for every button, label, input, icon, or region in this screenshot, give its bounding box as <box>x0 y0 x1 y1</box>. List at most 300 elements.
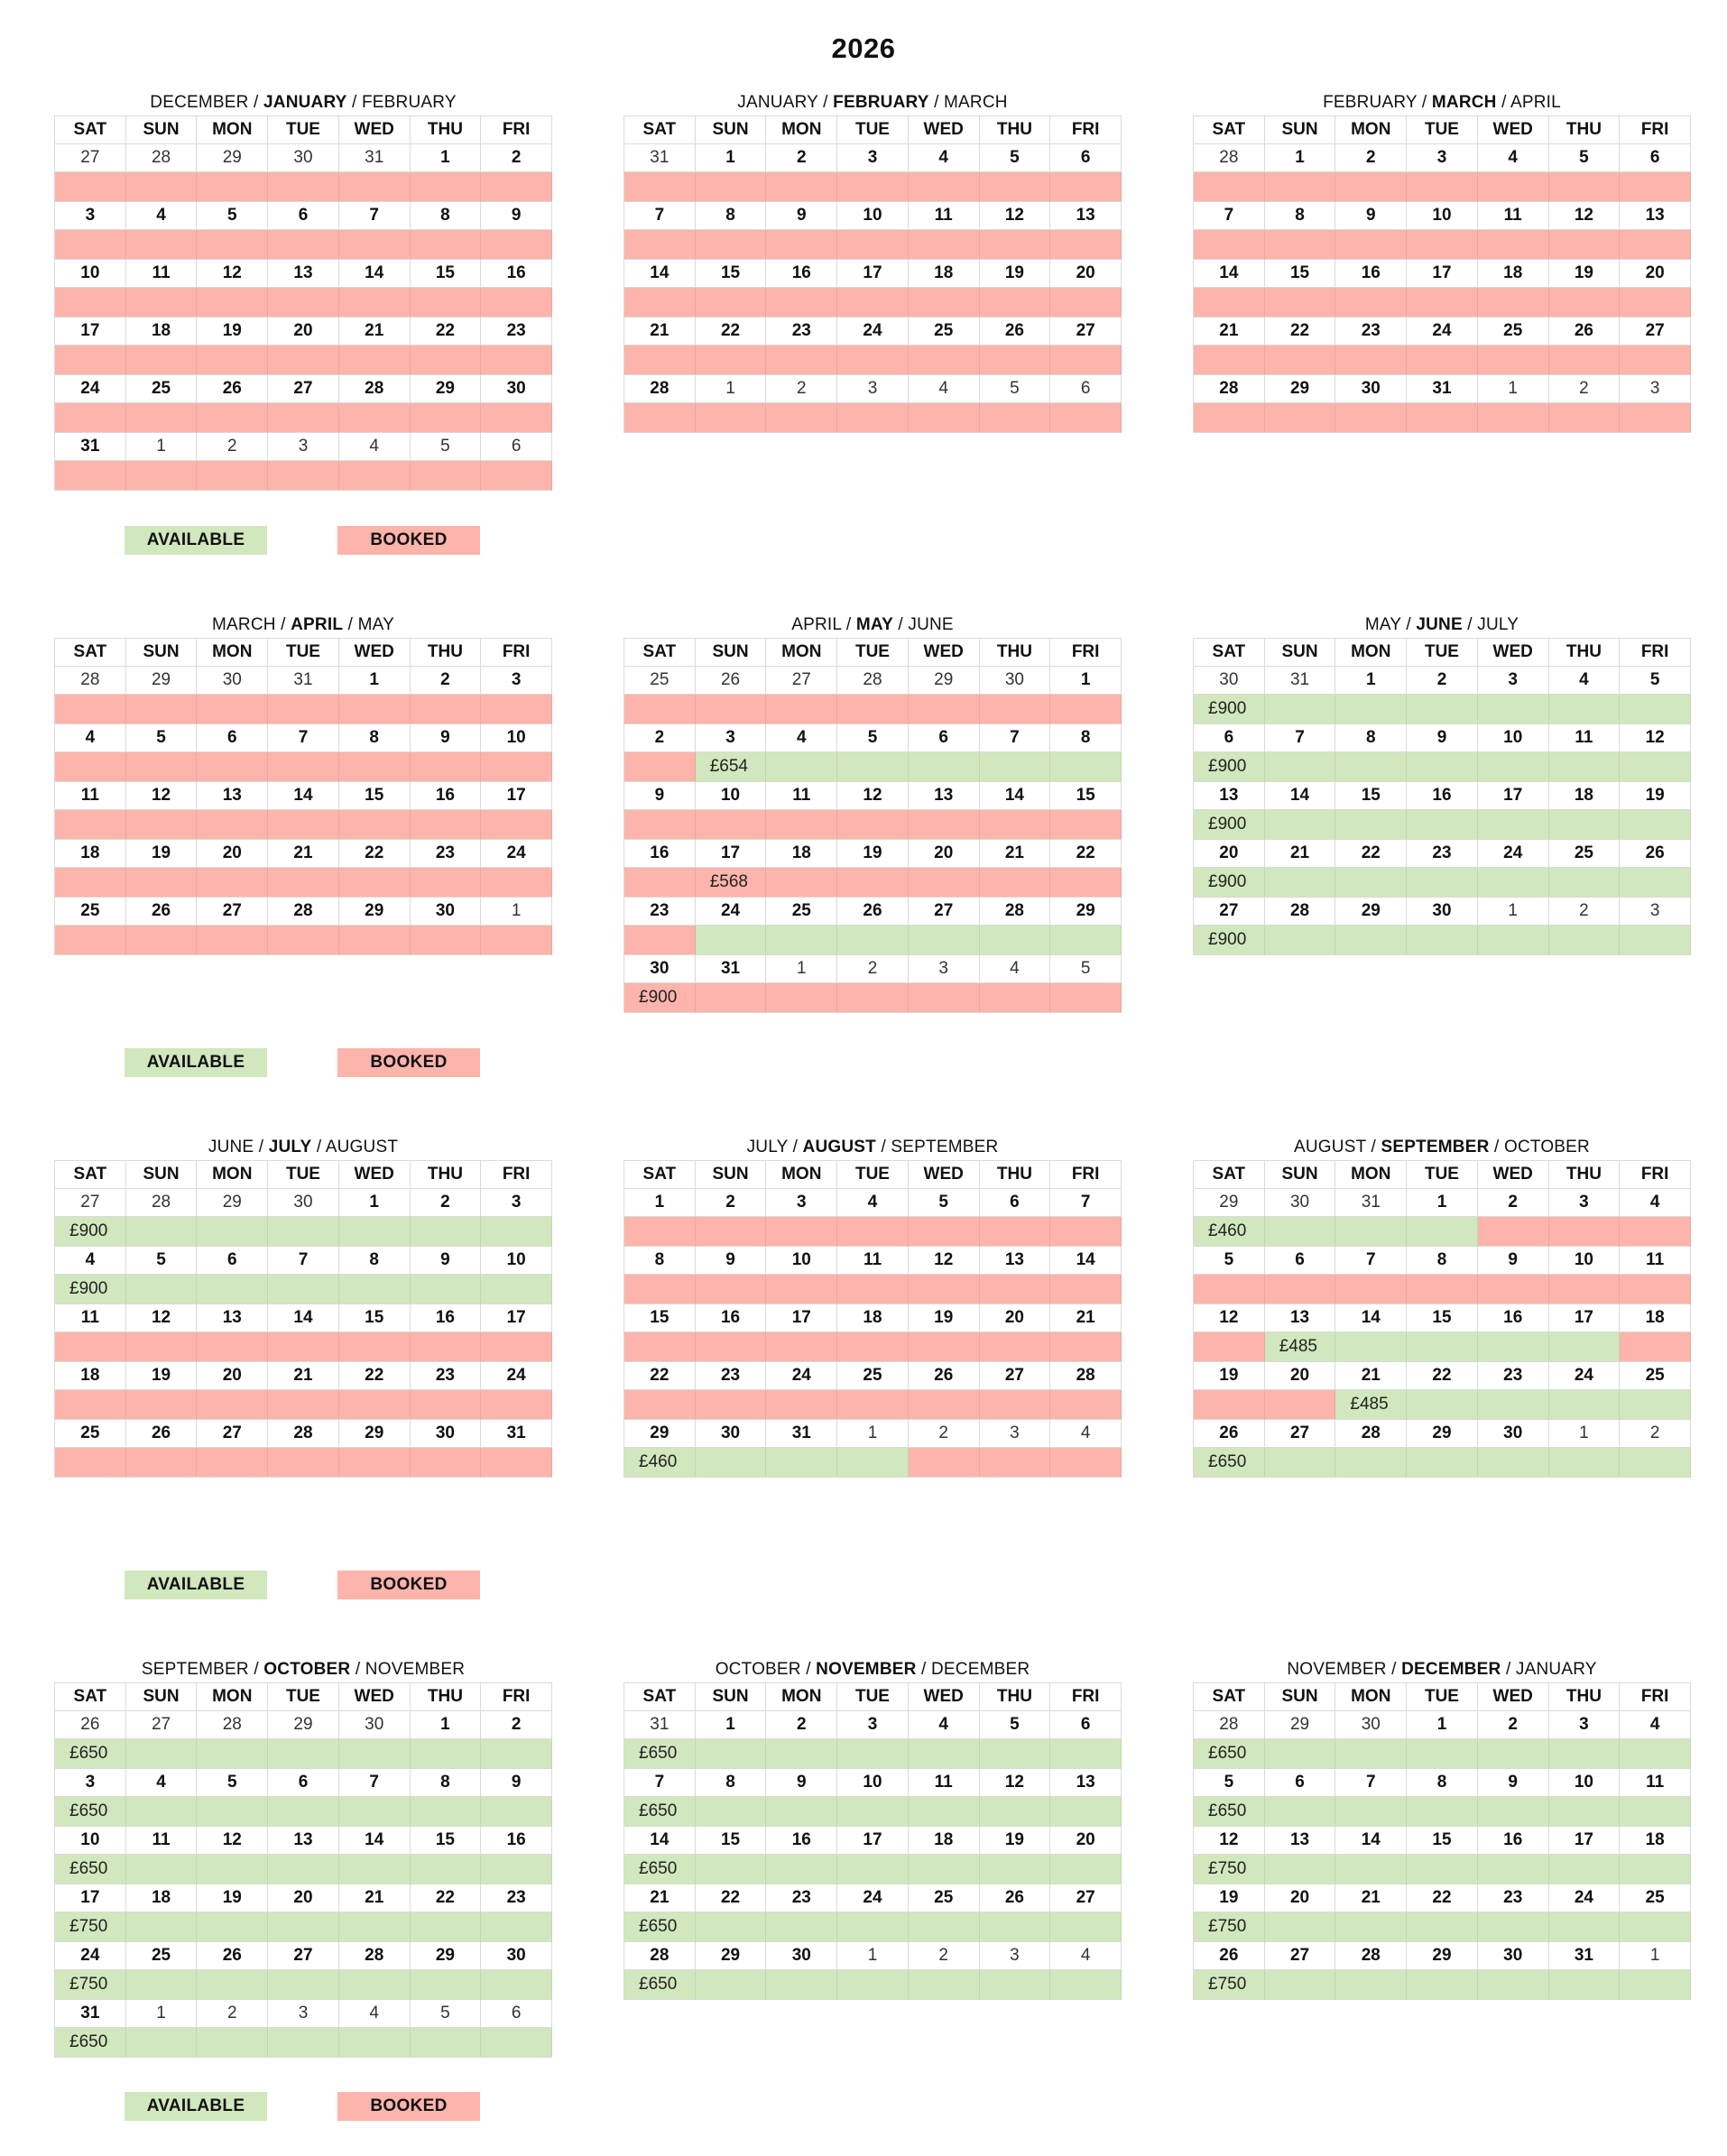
available-cell[interactable] <box>126 1970 198 2000</box>
booked-cell[interactable] <box>197 461 268 491</box>
available-cell[interactable] <box>481 1217 552 1247</box>
date-cell[interactable]: 16 <box>1335 260 1407 288</box>
date-cell[interactable]: 24 <box>1478 840 1549 868</box>
available-cell[interactable] <box>1335 1970 1407 2000</box>
booked-cell[interactable] <box>1050 1390 1122 1420</box>
date-cell[interactable]: 7 <box>339 1769 411 1797</box>
date-cell[interactable]: 1 <box>837 1420 909 1448</box>
booked-cell[interactable] <box>126 868 198 898</box>
date-cell[interactable]: 6 <box>1050 375 1122 403</box>
date-cell[interactable]: 18 <box>766 840 837 868</box>
date-cell[interactable]: 11 <box>1478 202 1549 230</box>
booked-cell[interactable] <box>624 172 696 202</box>
available-cell[interactable] <box>126 1275 198 1304</box>
booked-cell[interactable] <box>624 1332 696 1362</box>
date-cell[interactable]: 23 <box>696 1362 767 1390</box>
available-cell[interactable] <box>1478 868 1549 898</box>
date-cell[interactable]: 29 <box>339 898 411 926</box>
booked-cell[interactable] <box>126 752 198 782</box>
booked-cell[interactable] <box>126 461 198 491</box>
booked-cell[interactable] <box>197 403 268 433</box>
date-cell[interactable]: 4 <box>1050 1420 1122 1448</box>
booked-cell[interactable] <box>197 1390 268 1420</box>
booked-cell[interactable] <box>1050 172 1122 202</box>
available-cell[interactable] <box>837 1797 909 1827</box>
date-cell[interactable]: 5 <box>909 1189 980 1217</box>
booked-cell[interactable] <box>980 288 1051 318</box>
date-cell[interactable]: 16 <box>766 260 837 288</box>
available-cell[interactable] <box>197 1217 268 1247</box>
price-label[interactable]: £900 <box>1194 810 1265 840</box>
date-cell[interactable]: 29 <box>696 1942 767 1970</box>
booked-cell[interactable] <box>980 1332 1051 1362</box>
date-cell[interactable]: 22 <box>1265 318 1336 346</box>
available-cell[interactable] <box>1478 1332 1549 1362</box>
booked-cell[interactable] <box>411 1448 482 1478</box>
date-cell[interactable]: 23 <box>1478 1362 1549 1390</box>
date-cell[interactable]: 2 <box>1478 1189 1549 1217</box>
booked-cell[interactable] <box>624 346 696 375</box>
date-cell[interactable]: 20 <box>1050 260 1122 288</box>
booked-cell[interactable] <box>1335 403 1407 433</box>
booked-cell[interactable] <box>1194 403 1265 433</box>
date-cell[interactable]: 1 <box>1549 1420 1621 1448</box>
date-cell[interactable]: 30 <box>1407 898 1478 926</box>
date-cell[interactable]: 10 <box>837 1769 909 1797</box>
date-cell[interactable]: 9 <box>766 1769 837 1797</box>
booked-cell[interactable] <box>1549 1217 1621 1247</box>
booked-cell[interactable] <box>837 1217 909 1247</box>
date-cell[interactable]: 29 <box>268 1711 339 1739</box>
booked-cell[interactable] <box>411 346 482 375</box>
booked-cell[interactable] <box>696 695 767 724</box>
booked-cell[interactable] <box>55 1332 126 1362</box>
available-cell[interactable] <box>909 1970 980 2000</box>
available-cell[interactable] <box>1549 752 1621 782</box>
booked-cell[interactable] <box>766 1275 837 1304</box>
date-cell[interactable]: 31 <box>55 433 126 461</box>
date-cell[interactable]: 27 <box>1050 318 1122 346</box>
date-cell[interactable]: 15 <box>696 1827 767 1855</box>
date-cell[interactable]: 10 <box>481 1247 552 1275</box>
date-cell[interactable]: 30 <box>624 955 696 983</box>
booked-cell[interactable] <box>909 1332 980 1362</box>
booked-cell[interactable] <box>909 1217 980 1247</box>
date-cell[interactable]: 15 <box>624 1304 696 1332</box>
date-cell[interactable]: 3 <box>837 1711 909 1739</box>
date-cell[interactable]: 29 <box>1407 1420 1478 1448</box>
available-cell[interactable] <box>909 1797 980 1827</box>
date-cell[interactable]: 4 <box>1050 1942 1122 1970</box>
booked-cell[interactable] <box>1194 230 1265 260</box>
available-cell[interactable] <box>339 1275 411 1304</box>
price-label[interactable]: £650 <box>624 1739 696 1769</box>
booked-cell[interactable] <box>411 752 482 782</box>
date-cell[interactable]: 15 <box>1050 782 1122 810</box>
date-cell[interactable]: 1 <box>1478 898 1549 926</box>
booked-cell[interactable] <box>766 810 837 840</box>
date-cell[interactable]: 2 <box>411 1189 482 1217</box>
date-cell[interactable]: 28 <box>268 898 339 926</box>
available-cell[interactable] <box>1549 810 1621 840</box>
date-cell[interactable]: 24 <box>766 1362 837 1390</box>
booked-cell[interactable] <box>197 230 268 260</box>
date-cell[interactable]: 8 <box>1050 724 1122 752</box>
date-cell[interactable]: 29 <box>1050 898 1122 926</box>
booked-cell[interactable] <box>696 1390 767 1420</box>
date-cell[interactable]: 31 <box>766 1420 837 1448</box>
date-cell[interactable]: 28 <box>1335 1942 1407 1970</box>
booked-cell[interactable] <box>980 1448 1051 1478</box>
price-label[interactable]: £568 <box>696 868 767 898</box>
price-label[interactable]: £650 <box>1194 1739 1265 1769</box>
available-cell[interactable] <box>197 2028 268 2058</box>
booked-cell[interactable] <box>268 288 339 318</box>
date-cell[interactable]: 4 <box>909 1711 980 1739</box>
date-cell[interactable]: 26 <box>1194 1420 1265 1448</box>
date-cell[interactable]: 7 <box>268 1247 339 1275</box>
date-cell[interactable]: 5 <box>1050 955 1122 983</box>
date-cell[interactable]: 23 <box>411 840 482 868</box>
available-cell[interactable] <box>1265 926 1336 955</box>
date-cell[interactable]: 1 <box>696 1711 767 1739</box>
date-cell[interactable]: 17 <box>55 1884 126 1912</box>
booked-cell[interactable] <box>481 346 552 375</box>
date-cell[interactable]: 6 <box>1050 144 1122 172</box>
date-cell[interactable]: 7 <box>624 1769 696 1797</box>
booked-cell[interactable] <box>1050 1448 1122 1478</box>
booked-cell[interactable] <box>766 1217 837 1247</box>
date-cell[interactable]: 7 <box>624 202 696 230</box>
date-cell[interactable]: 4 <box>126 1769 198 1797</box>
booked-cell[interactable] <box>55 752 126 782</box>
booked-cell[interactable] <box>339 172 411 202</box>
booked-cell[interactable] <box>339 461 411 491</box>
date-cell[interactable]: 3 <box>481 667 552 695</box>
date-cell[interactable]: 11 <box>837 1247 909 1275</box>
booked-cell[interactable] <box>624 1217 696 1247</box>
date-cell[interactable]: 17 <box>1549 1827 1621 1855</box>
date-cell[interactable]: 11 <box>1620 1769 1691 1797</box>
date-cell[interactable]: 28 <box>1194 144 1265 172</box>
available-cell[interactable] <box>1407 695 1478 724</box>
date-cell[interactable]: 6 <box>980 1189 1051 1217</box>
date-cell[interactable]: 29 <box>411 375 482 403</box>
date-cell[interactable]: 24 <box>837 1884 909 1912</box>
date-cell[interactable]: 7 <box>1050 1189 1122 1217</box>
booked-cell[interactable] <box>1620 172 1691 202</box>
date-cell[interactable]: 13 <box>268 1827 339 1855</box>
date-cell[interactable]: 20 <box>1194 840 1265 868</box>
available-cell[interactable] <box>1265 1739 1336 1769</box>
booked-cell[interactable] <box>909 172 980 202</box>
available-cell[interactable] <box>411 1275 482 1304</box>
date-cell[interactable]: 27 <box>126 1711 198 1739</box>
available-cell[interactable] <box>1335 868 1407 898</box>
booked-cell[interactable] <box>1407 1275 1478 1304</box>
date-cell[interactable]: 31 <box>624 144 696 172</box>
available-cell[interactable] <box>1407 810 1478 840</box>
booked-cell[interactable] <box>980 695 1051 724</box>
booked-cell[interactable] <box>1478 172 1549 202</box>
date-cell[interactable]: 12 <box>197 1827 268 1855</box>
price-label[interactable]: £900 <box>1194 926 1265 955</box>
available-cell[interactable] <box>1620 868 1691 898</box>
date-cell[interactable]: 14 <box>339 260 411 288</box>
date-cell[interactable]: 3 <box>1407 144 1478 172</box>
date-cell[interactable]: 18 <box>909 1827 980 1855</box>
booked-cell[interactable] <box>624 1390 696 1420</box>
date-cell[interactable]: 9 <box>1478 1769 1549 1797</box>
date-cell[interactable]: 5 <box>837 724 909 752</box>
date-cell[interactable]: 23 <box>481 1884 552 1912</box>
booked-cell[interactable] <box>268 752 339 782</box>
date-cell[interactable]: 16 <box>411 1304 482 1332</box>
date-cell[interactable]: 28 <box>1050 1362 1122 1390</box>
available-cell[interactable] <box>339 1912 411 1942</box>
booked-cell[interactable] <box>1478 230 1549 260</box>
date-cell[interactable]: 12 <box>1549 202 1621 230</box>
available-cell[interactable] <box>1478 1970 1549 2000</box>
available-cell[interactable] <box>126 1855 198 1884</box>
date-cell[interactable]: 31 <box>339 144 411 172</box>
booked-cell[interactable] <box>411 926 482 955</box>
date-cell[interactable]: 27 <box>268 1942 339 1970</box>
booked-cell[interactable] <box>197 752 268 782</box>
date-cell[interactable]: 24 <box>1407 318 1478 346</box>
booked-cell[interactable] <box>1407 230 1478 260</box>
date-cell[interactable]: 26 <box>55 1711 126 1739</box>
available-cell[interactable] <box>411 2028 482 2058</box>
date-cell[interactable]: 25 <box>837 1362 909 1390</box>
date-cell[interactable]: 4 <box>1620 1189 1691 1217</box>
date-cell[interactable]: 17 <box>766 1304 837 1332</box>
date-cell[interactable]: 4 <box>339 2000 411 2028</box>
date-cell[interactable]: 15 <box>1407 1827 1478 1855</box>
booked-cell[interactable] <box>980 1390 1051 1420</box>
booked-cell[interactable] <box>980 810 1051 840</box>
booked-cell[interactable] <box>696 346 767 375</box>
date-cell[interactable]: 16 <box>1407 782 1478 810</box>
available-cell[interactable] <box>268 1217 339 1247</box>
available-cell[interactable] <box>1050 1855 1122 1884</box>
date-cell[interactable]: 13 <box>1050 1769 1122 1797</box>
booked-cell[interactable] <box>411 810 482 840</box>
booked-cell[interactable] <box>837 230 909 260</box>
available-cell[interactable] <box>909 926 980 955</box>
booked-cell[interactable] <box>339 1390 411 1420</box>
available-cell[interactable] <box>1549 926 1621 955</box>
booked-cell[interactable] <box>696 172 767 202</box>
date-cell[interactable]: 30 <box>980 667 1051 695</box>
date-cell[interactable]: 13 <box>268 260 339 288</box>
price-label[interactable]: £650 <box>624 1855 696 1884</box>
date-cell[interactable]: 16 <box>696 1304 767 1332</box>
available-cell[interactable] <box>481 1970 552 2000</box>
date-cell[interactable]: 4 <box>126 202 198 230</box>
date-cell[interactable]: 14 <box>624 1827 696 1855</box>
date-cell[interactable]: 29 <box>1194 1189 1265 1217</box>
date-cell[interactable]: 3 <box>1549 1189 1621 1217</box>
date-cell[interactable]: 26 <box>197 375 268 403</box>
available-cell[interactable] <box>197 1739 268 1769</box>
date-cell[interactable]: 27 <box>766 667 837 695</box>
available-cell[interactable] <box>481 1797 552 1827</box>
booked-cell[interactable] <box>837 1275 909 1304</box>
booked-cell[interactable] <box>696 1275 767 1304</box>
available-cell[interactable] <box>980 1912 1051 1942</box>
date-cell[interactable]: 19 <box>126 1362 198 1390</box>
date-cell[interactable]: 29 <box>1265 1711 1336 1739</box>
booked-cell[interactable] <box>1335 346 1407 375</box>
date-cell[interactable]: 25 <box>1478 318 1549 346</box>
booked-cell[interactable] <box>980 1217 1051 1247</box>
date-cell[interactable]: 5 <box>126 724 198 752</box>
date-cell[interactable]: 5 <box>197 202 268 230</box>
booked-cell[interactable] <box>197 810 268 840</box>
available-cell[interactable] <box>481 1912 552 1942</box>
booked-cell[interactable] <box>1335 172 1407 202</box>
available-cell[interactable] <box>1549 868 1621 898</box>
booked-cell[interactable] <box>1620 346 1691 375</box>
date-cell[interactable]: 14 <box>1194 260 1265 288</box>
date-cell[interactable]: 3 <box>1620 898 1691 926</box>
date-cell[interactable]: 25 <box>766 898 837 926</box>
date-cell[interactable]: 6 <box>197 1247 268 1275</box>
date-cell[interactable]: 1 <box>624 1189 696 1217</box>
date-cell[interactable]: 2 <box>766 375 837 403</box>
date-cell[interactable]: 5 <box>1549 144 1621 172</box>
available-cell[interactable] <box>1407 1970 1478 2000</box>
booked-cell[interactable] <box>909 810 980 840</box>
date-cell[interactable]: 29 <box>1407 1942 1478 1970</box>
booked-cell[interactable] <box>1050 695 1122 724</box>
booked-cell[interactable] <box>1050 230 1122 260</box>
date-cell[interactable]: 25 <box>624 667 696 695</box>
date-cell[interactable]: 30 <box>1335 375 1407 403</box>
date-cell[interactable]: 7 <box>1265 724 1336 752</box>
date-cell[interactable]: 20 <box>197 840 268 868</box>
date-cell[interactable]: 10 <box>1549 1769 1621 1797</box>
booked-cell[interactable] <box>1265 288 1336 318</box>
date-cell[interactable]: 25 <box>55 1420 126 1448</box>
available-cell[interactable] <box>980 1855 1051 1884</box>
date-cell[interactable]: 17 <box>55 318 126 346</box>
date-cell[interactable]: 17 <box>696 840 767 868</box>
available-cell[interactable] <box>1620 1970 1691 2000</box>
available-cell[interactable] <box>1050 1912 1122 1942</box>
available-cell[interactable] <box>1478 1855 1549 1884</box>
date-cell[interactable]: 20 <box>1620 260 1691 288</box>
date-cell[interactable]: 12 <box>909 1247 980 1275</box>
date-cell[interactable]: 8 <box>624 1247 696 1275</box>
date-cell[interactable]: 9 <box>1335 202 1407 230</box>
booked-cell[interactable] <box>197 926 268 955</box>
booked-cell[interactable] <box>980 983 1051 1013</box>
date-cell[interactable]: 29 <box>1265 375 1336 403</box>
price-label[interactable]: £460 <box>1194 1217 1265 1247</box>
date-cell[interactable]: 2 <box>1549 898 1621 926</box>
booked-cell[interactable] <box>766 1390 837 1420</box>
date-cell[interactable]: 26 <box>909 1362 980 1390</box>
date-cell[interactable]: 15 <box>696 260 767 288</box>
date-cell[interactable]: 25 <box>1549 840 1621 868</box>
available-cell[interactable] <box>1620 1797 1691 1827</box>
available-cell[interactable] <box>197 1970 268 2000</box>
date-cell[interactable]: 25 <box>126 1942 198 1970</box>
available-cell[interactable] <box>1335 810 1407 840</box>
date-cell[interactable]: 1 <box>696 144 767 172</box>
booked-cell[interactable] <box>55 1448 126 1478</box>
date-cell[interactable]: 14 <box>1265 782 1336 810</box>
date-cell[interactable]: 2 <box>837 955 909 983</box>
price-label[interactable]: £900 <box>55 1217 126 1247</box>
date-cell[interactable]: 5 <box>411 433 482 461</box>
booked-cell[interactable] <box>411 461 482 491</box>
booked-cell[interactable] <box>837 983 909 1013</box>
date-cell[interactable]: 27 <box>909 898 980 926</box>
date-cell[interactable]: 19 <box>837 840 909 868</box>
booked-cell[interactable] <box>197 288 268 318</box>
date-cell[interactable]: 2 <box>909 1420 980 1448</box>
date-cell[interactable]: 2 <box>1407 667 1478 695</box>
date-cell[interactable]: 1 <box>1620 1942 1691 1970</box>
date-cell[interactable]: 15 <box>1265 260 1336 288</box>
date-cell[interactable]: 9 <box>696 1247 767 1275</box>
date-cell[interactable]: 26 <box>1549 318 1621 346</box>
price-label[interactable]: £650 <box>624 1970 696 2000</box>
date-cell[interactable]: 24 <box>837 318 909 346</box>
price-label[interactable]: £650 <box>55 1855 126 1884</box>
available-cell[interactable] <box>1620 1855 1691 1884</box>
date-cell[interactable]: 12 <box>1194 1827 1265 1855</box>
date-cell[interactable]: 14 <box>624 260 696 288</box>
date-cell[interactable]: 13 <box>197 1304 268 1332</box>
date-cell[interactable]: 3 <box>55 202 126 230</box>
date-cell[interactable]: 21 <box>624 1884 696 1912</box>
date-cell[interactable]: 21 <box>1335 1362 1407 1390</box>
date-cell[interactable]: 17 <box>837 1827 909 1855</box>
booked-cell[interactable] <box>55 695 126 724</box>
available-cell[interactable] <box>696 1912 767 1942</box>
available-cell[interactable] <box>1050 1797 1122 1827</box>
available-cell[interactable] <box>1549 1390 1621 1420</box>
date-cell[interactable]: 24 <box>481 840 552 868</box>
date-cell[interactable]: 15 <box>339 1304 411 1332</box>
price-label[interactable]: £485 <box>1335 1390 1407 1420</box>
date-cell[interactable]: 4 <box>837 1189 909 1217</box>
date-cell[interactable]: 1 <box>126 2000 198 2028</box>
booked-cell[interactable] <box>268 695 339 724</box>
available-cell[interactable] <box>766 1912 837 1942</box>
booked-cell[interactable] <box>481 695 552 724</box>
date-cell[interactable]: 2 <box>411 667 482 695</box>
booked-cell[interactable] <box>766 346 837 375</box>
date-cell[interactable]: 23 <box>624 898 696 926</box>
date-cell[interactable]: 21 <box>624 318 696 346</box>
booked-cell[interactable] <box>481 403 552 433</box>
date-cell[interactable]: 9 <box>481 1769 552 1797</box>
date-cell[interactable]: 30 <box>268 1189 339 1217</box>
booked-cell[interactable] <box>624 288 696 318</box>
available-cell[interactable] <box>481 2028 552 2058</box>
date-cell[interactable]: 14 <box>339 1827 411 1855</box>
available-cell[interactable] <box>126 1797 198 1827</box>
booked-cell[interactable] <box>909 1275 980 1304</box>
booked-cell[interactable] <box>1265 1390 1336 1420</box>
available-cell[interactable] <box>1407 1448 1478 1478</box>
booked-cell[interactable] <box>837 172 909 202</box>
